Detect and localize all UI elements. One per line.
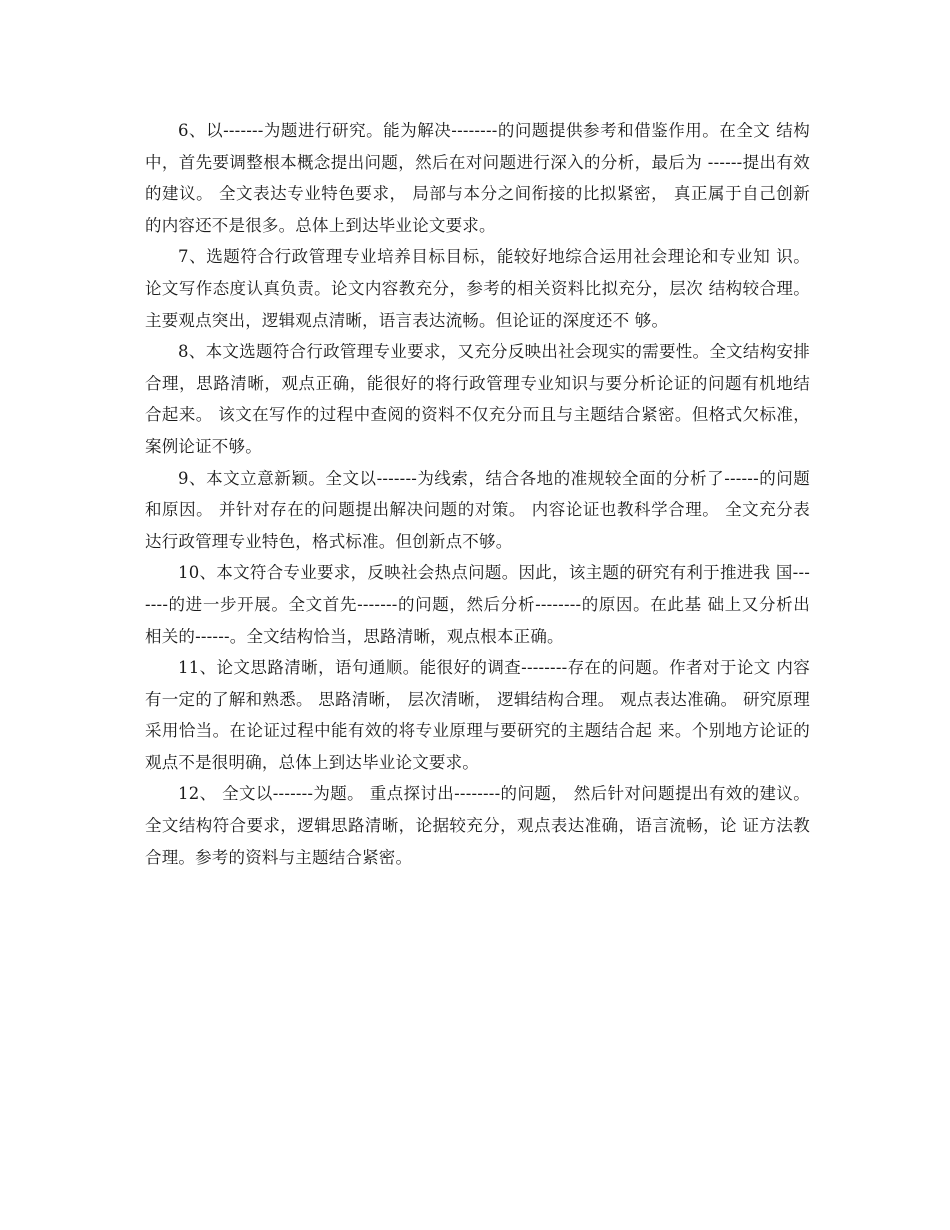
comment-paragraph-12: 12、 全文以-------为题。 重点探讨出--------的问题， 然后针对问题提出有效的建议。 全文结构符合要求，逻辑思路清晰，论据较充分，观点表达准确，语言流畅，论 证方法教合理。参考的资料与主题结合紧密。 xyxy=(145,784,810,867)
comment-paragraph-10: 10、本文符合专业要求，反映社会热点问题。因此，该主题的研究有利于推进我 国-------的进一步开展。全文首先-------的问题，然后分析--------的原因。在此基 础上又分析出相关的------。全文结构恰当，思路清晰，观点根本正确。 xyxy=(145,563,810,646)
comment-paragraph-7: 7、选题符合行政管理专业培养目标目标，能较好地综合运用社会理论和专业知 识。论文写作态度认真负责。论文内容教充分，参考的相关资料比拟充分，层次 结构较合理。主要观点突出，逻辑观点清晰，语言表达流畅。但论证的深度还不 够。 xyxy=(145,247,810,330)
comment-paragraph-6: 6、以-------为题进行研究。能为解决--------的问题提供参考和借鉴作用。在全文 结构中，首先要调整根本概念提出问题，然后在对问题进行深入的分析，最后为 ------提出有效的建议。 全文表达专业特色要求， 局部与本分之间衔接的比拟紧密， 真正属于自己创新的内容还不是很多。总体上到达毕业论文要求。 xyxy=(145,121,810,235)
comment-paragraph-9: 9、本文立意新颖。全文以-------为线索，结合各地的准规较全面的分析了------的问题和原因。 并针对存在的问题提出解决问题的对策。 内容论证也教科学合理。 全文充分表达行政管理专业特色，格式标准。但创新点不够。 xyxy=(145,468,810,551)
document-body xyxy=(145,115,810,873)
comment-paragraph-8: 8、本文选题符合行政管理专业要求，又充分反映出社会现实的需要性。全文结构安排合理，思路清晰，观点正确，能很好的将行政管理专业知识与要分析论证的问题有机地结合起来。 该文在写作的过程中查阅的资料不仅充分而且与主题结合紧密。但格式欠标准，案例论证不够。 xyxy=(145,342,810,456)
comment-paragraph-11: 11、论文思路清晰，语句通顺。能很好的调查--------存在的问题。作者对于论文 内容有一定的了解和熟悉。 思路清晰， 层次清晰， 逻辑结构合理。 观点表达准确。 研究原理采用恰当。在论证过程中能有效的将专业原理与要研究的主题结合起 来。个别地方论证的观点不是很明确，总体上到达毕业论文要求。 xyxy=(145,658,810,772)
